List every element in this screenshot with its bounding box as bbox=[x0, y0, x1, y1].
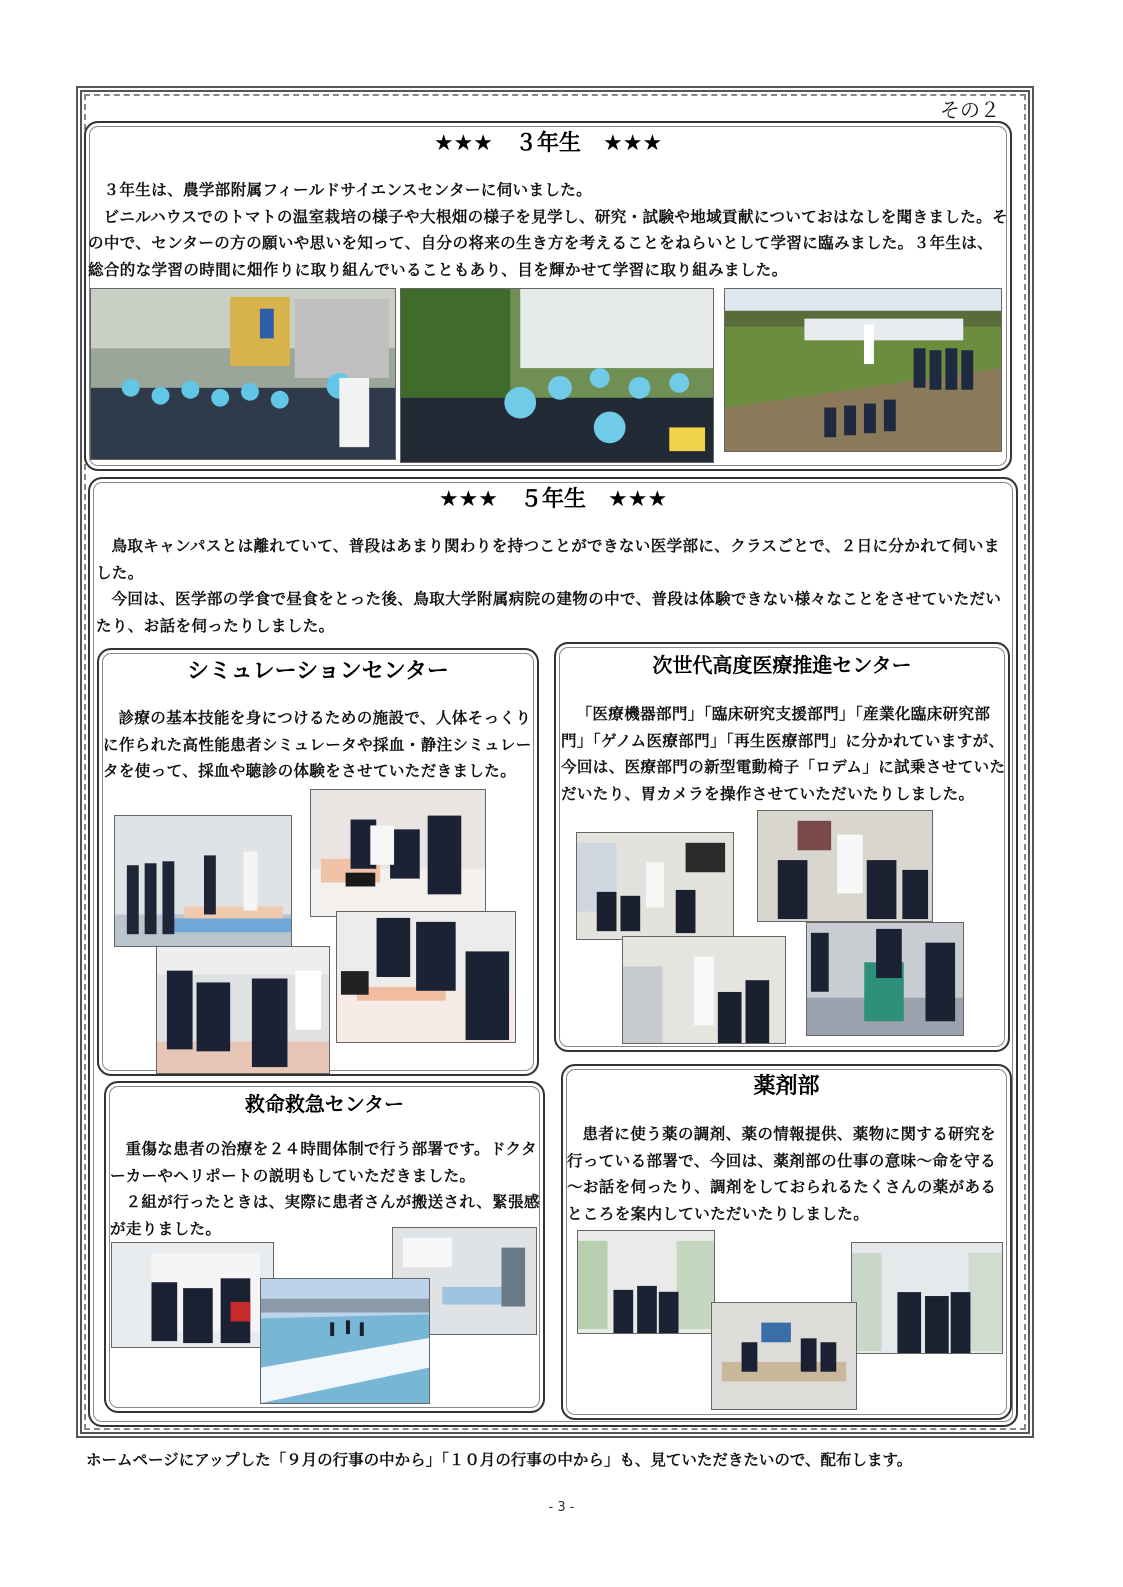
manikin-exam-photo bbox=[156, 946, 330, 1074]
tomato-greenhouse-photo bbox=[400, 288, 714, 463]
simulation-center-text bbox=[103, 705, 533, 785]
pharmacy-paragraph: 患者に使う薬の調剤、薬の情報提供、薬物に関する研究を行っている部署で、今回は、薬剤部の仕事の意味～命を守る～お話を伺ったり、調剤をしておられるたくさんの薬があるところを案内していただいたりしました。 bbox=[567, 1125, 997, 1223]
emergency-center-title: 救命救急センター bbox=[244, 1092, 405, 1116]
arm-simulator-photo bbox=[336, 911, 516, 1043]
page-number: - 3 - bbox=[548, 1500, 575, 1515]
distribution-notice: ホームページにアップした「９月の行事の中から」「１０月の行事の中から」も、見ていただきたいので、配布します。 bbox=[86, 1451, 913, 1469]
grade5-paragraph: 今回は、医学部の学食で昼食をとった後、鳥取大学附属病院の建物の中で、普段は体験できない様々なことをさせていただいたり、お話を伺ったりしました。 bbox=[96, 590, 1002, 635]
simulation-center-paragraph: 診療の基本技能を身につけるための施設で、人体そっくりに作られた高性能患者シミュレータや採血・静注シミュレータを使って、採血や聴診の体験をさせていただきました。 bbox=[103, 709, 532, 780]
medical-equipment-room-photo bbox=[576, 832, 734, 940]
page-label: その２ bbox=[940, 98, 1000, 122]
ambulance-interior-photo bbox=[111, 1242, 274, 1348]
pharmacy-aisle-photo bbox=[851, 1242, 1003, 1354]
grade3-paragraph: ３年生は、農学部附属フィールドサイエンスセンターに伺いました。 bbox=[103, 181, 593, 199]
doctor-explanation-photo bbox=[622, 936, 786, 1044]
emergency-center-paragraph: 重傷な患者の治療を２４時間体制で行う部署です。ドクターカーやヘリポートの説明もしていただきました。 bbox=[110, 1140, 538, 1185]
simulation-center-title: シミュレーションセンター bbox=[187, 659, 449, 684]
next-gen-center-text bbox=[561, 701, 1006, 807]
next-gen-center-title: 次世代高度医療推進センター bbox=[652, 653, 912, 677]
grade3-text bbox=[88, 177, 1008, 283]
grade5-paragraph: 鳥取キャンパスとは離れていて、普段はあまり関わりを持つことができない医学部に、クラスごとで、２日に分かれて伺いました。 bbox=[96, 537, 1000, 582]
simulator-room-photo bbox=[114, 815, 292, 947]
pharmacy-text bbox=[567, 1121, 1005, 1227]
greenhouse-students-photo bbox=[90, 288, 396, 460]
emergency-center-paragraph: ２組が行ったときは、実際に患者さんが搬送され、緊張感が走りました。 bbox=[110, 1193, 540, 1238]
blood-draw-practice-photo bbox=[310, 789, 486, 917]
pharmacy-title: 薬剤部 bbox=[753, 1074, 820, 1099]
endoscope-demo-photo bbox=[757, 810, 933, 922]
pharmacy-meeting-room-photo bbox=[711, 1302, 857, 1410]
grade3-paragraph: ビニルハウスでのトマトの温室栽培の様子や大根畑の様子を見学し、研究・試験や地域貢献についておはなしを聞きました。その中で、センターの方の願いや思いを知って、自分の将来の生き方を考えることをねらいとして学習に臨みました。３年生は、総合的な学習の時間に畑作りに取り組んでいることもあり、目を輝かせて学習に取り組みました。 bbox=[88, 207, 1008, 279]
radish-field-photo bbox=[724, 288, 1002, 452]
heliport-photo bbox=[260, 1278, 430, 1404]
pharmacy-shelves-photo bbox=[577, 1230, 715, 1334]
grade5-title: ★★★ ５年生 ★★★ bbox=[438, 487, 668, 512]
next-gen-center-paragraph: 「医療機器部門」「臨床研究支援部門」「産業化臨床研究部門」「ゲノム医療部門」「再生医療部門」に分かれていますが、今回は、医療部門の新型電動椅子「ロデム」に試乗させていただいたり、胃カメラを操作させていただいたりしました。 bbox=[561, 705, 1006, 803]
grade5-text bbox=[96, 533, 1012, 639]
robotic-wheelchair-photo bbox=[806, 922, 964, 1036]
grade3-title: ★★★ ３年生 ★★★ bbox=[433, 131, 663, 156]
